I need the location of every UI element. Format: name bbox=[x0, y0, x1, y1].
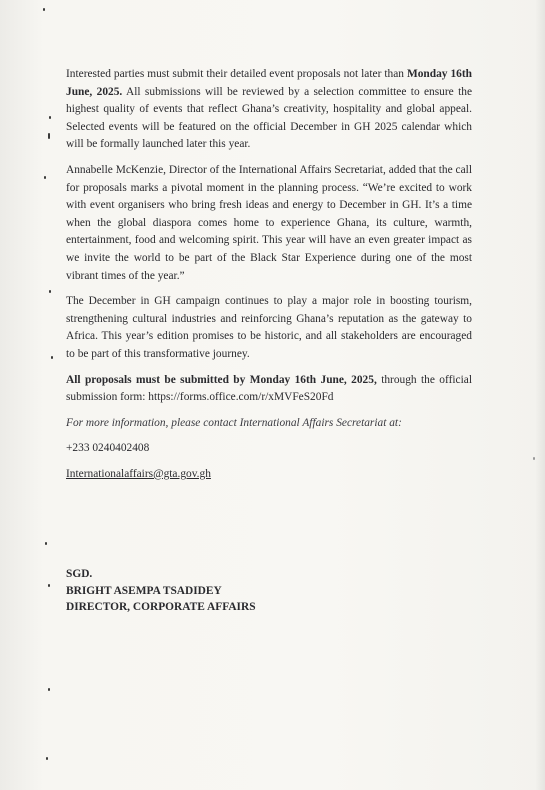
contact-email-line bbox=[66, 466, 472, 484]
signature-block bbox=[66, 566, 256, 616]
scan-speck bbox=[533, 457, 535, 460]
submission-deadline-bold: All proposals must be submitted by Monday 16th June, 2025, bbox=[66, 373, 377, 386]
letter-body bbox=[66, 66, 472, 483]
scan-speck bbox=[51, 356, 53, 359]
paragraph-rest-text: All submissions will be reviewed by a selection committee to ensure the highest quality of events that reflect Ghana’s creativity, hospitality and global appeal. Selected events will be featured on the official December in GH 2025 calendar which will be formally launched later this year. bbox=[66, 85, 473, 151]
contact-intro: For more information, please contact International Affairs Secretariat at: bbox=[66, 416, 402, 429]
paragraph-lead-text: Interested parties must submit their detailed event proposals not later than bbox=[66, 68, 404, 80]
deadline-date: Monday 16th June, 2025. bbox=[66, 68, 472, 98]
scan-speck bbox=[48, 584, 50, 587]
scan-speck bbox=[43, 8, 45, 11]
submission-form-text: through the official submission form: https://forms.office.com/r/xMVFeS20Fd bbox=[66, 373, 472, 404]
paragraph-submission-deadline bbox=[66, 66, 472, 154]
scan-speck bbox=[48, 688, 50, 691]
scan-speck bbox=[46, 757, 48, 760]
paragraph-submission-form bbox=[66, 372, 472, 407]
scan-speck bbox=[49, 290, 51, 293]
contact-phone: +233 0240402408 bbox=[66, 442, 150, 455]
signature-sgd: SGD. bbox=[66, 568, 93, 580]
scan-speck bbox=[49, 116, 51, 119]
scan-speck bbox=[45, 542, 47, 545]
contact-email-link[interactable]: Internationalaffairs@gta.gov.gh bbox=[66, 467, 211, 480]
signatory-name: BRIGHT ASEMPA TSADIDEY bbox=[66, 584, 222, 597]
signatory-title: DIRECTOR, CORPORATE AFFAIRS bbox=[66, 601, 256, 613]
paragraph-campaign-role: The December in GH campaign continues to play a major role in boosting tourism, strengthening cultural industries and reinforcing Ghana’s reputation as the gateway to Africa. This year’s edition promises to be historic, and all stakeholders are encouraged to be part of this transformative journey. bbox=[66, 295, 472, 360]
page-edge-shadow bbox=[535, 0, 545, 790]
paragraph-director-quote: Annabelle McKenzie, Director of the International Affairs Secretariat, added that the call for proposals marks a pivotal moment in the planning process. “We’re excited to work with event organisers who bring fresh ideas and energy to December in GH. It’s a time when the global diaspora comes home to experience Ghana, its culture, warmth, entertainment, food and welcoming spirit. This year will have an even greater impact as we invite the world to be part of the Black Star Experience during one of the most vibrant times of the year.” bbox=[66, 163, 472, 282]
scan-speck bbox=[44, 176, 46, 179]
scan-speck bbox=[48, 133, 50, 139]
